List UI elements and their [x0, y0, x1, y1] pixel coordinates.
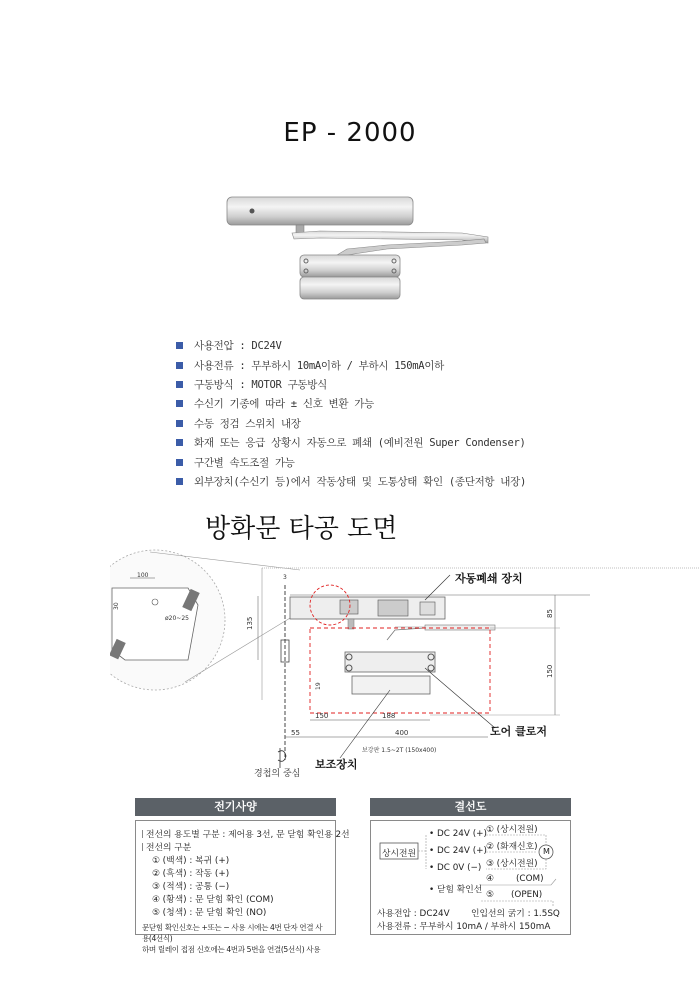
wiring-source-label: 상시전원 [382, 849, 416, 859]
label-hinge-center: 경첩의 중심 [254, 769, 301, 779]
svg-text:ø20~25: ø20~25 [165, 615, 189, 622]
svg-text:19: 19 [315, 682, 322, 690]
spec-list [176, 336, 526, 491]
spec-item: 화재 또는 응급 상황시 자동으로 폐쇄 (예비전원 Super Condenser) [176, 433, 526, 452]
elec-line: 전선의 용도별 구분 : 제어용 3선, 문 닫힘 확인용 2선 [142, 829, 329, 842]
spec-item: 구간별 속도조절 가능 [176, 452, 526, 471]
elec-line: ③ (적색) : 공통 (−) [152, 882, 230, 892]
svg-text:30: 30 [113, 602, 120, 610]
wiring-diagram-box: 결선도 상시전원 • DC 24V (+) • DC 24V (+) • DC 0V (−) ① (상시전원) ② (화재신호) ③ (상시전원) M ④ (COM) • 닫힘 확인선 ⑤ (OPEN) 사용전압 : DC24V 인입선의 굵기 : 1.5SQ 사용전류 : 무부하시 10mA / 부하시 150mA [370, 798, 571, 935]
label-door-closer: 도어 클로저 [490, 725, 547, 738]
svg-text:150: 150 [546, 664, 554, 678]
spec-item: 수신기 기종에 따라 ± 신호 변환 가능 [176, 394, 526, 413]
svg-text:3: 3 [283, 574, 287, 581]
svg-text:150: 150 [315, 712, 329, 720]
elec-note: 문닫힘 확인신호는 +또는 − 사용 시에는 4번 단자 연결 사용(4선식) 하며 릴레이 접점 신호에는 4번과 5번을 연결(5선식) 사용 [142, 923, 323, 954]
drawing-title: 방화문 타공 도면 [205, 514, 398, 544]
bullet-square-icon [176, 439, 183, 446]
elec-line: ① (백색) : 복귀 (+) [152, 856, 230, 866]
label-auto-close: 자동폐쇄 장치 [455, 572, 523, 585]
bullet-square-icon [176, 342, 183, 349]
elec-line: 전선의 구분 [142, 842, 329, 855]
spec-item: 수동 정검 스위치 내장 [176, 414, 526, 433]
bullet-square-icon [176, 362, 183, 369]
product-title: EP - 2000 [283, 118, 417, 148]
svg-text:135: 135 [246, 616, 254, 630]
svg-text:400: 400 [395, 729, 409, 737]
bullet-square-icon [176, 420, 183, 427]
svg-text:55: 55 [291, 729, 300, 737]
wiring-diagram-header: 결선도 [370, 798, 571, 816]
elec-line: ⑤ (청색) : 문 닫힘 확인 (NO) [152, 908, 267, 918]
elec-line: ④ (황색) : 문 닫힘 확인 (COM) [152, 895, 274, 905]
spec-item: 구동방식 : MOTOR 구동방식 [176, 375, 526, 394]
electrical-spec-header: 전기사양 [135, 798, 336, 816]
svg-text:85: 85 [546, 609, 554, 618]
bullet-square-icon [176, 459, 183, 466]
elec-line: ② (흑색) : 작동 (+) [152, 869, 230, 879]
label-aux-device: 보조장치 [315, 758, 358, 771]
bullet-square-icon [176, 400, 183, 407]
motor-icon: M [543, 847, 550, 856]
bullet-square-icon [176, 381, 183, 388]
svg-text:보강판 1.5~2T (150x400): 보강판 1.5~2T (150x400) [362, 747, 437, 754]
spec-item: 사용전류 : 무부하시 10mA이하 / 부하시 150mA이하 [176, 355, 526, 374]
fire-door-drilling-drawing [110, 545, 700, 785]
bullet-square-icon [176, 478, 183, 485]
door-closer-image [222, 185, 502, 305]
spec-item: 사용전압 : DC24V [176, 336, 526, 355]
electrical-spec-box [135, 798, 350, 954]
spec-item: 외부장치(수신기 등)에서 작동상태 및 도통상태 확인 (종단저항 내장) [176, 472, 526, 491]
svg-text:100: 100 [137, 572, 149, 579]
svg-text:188: 188 [382, 712, 396, 720]
